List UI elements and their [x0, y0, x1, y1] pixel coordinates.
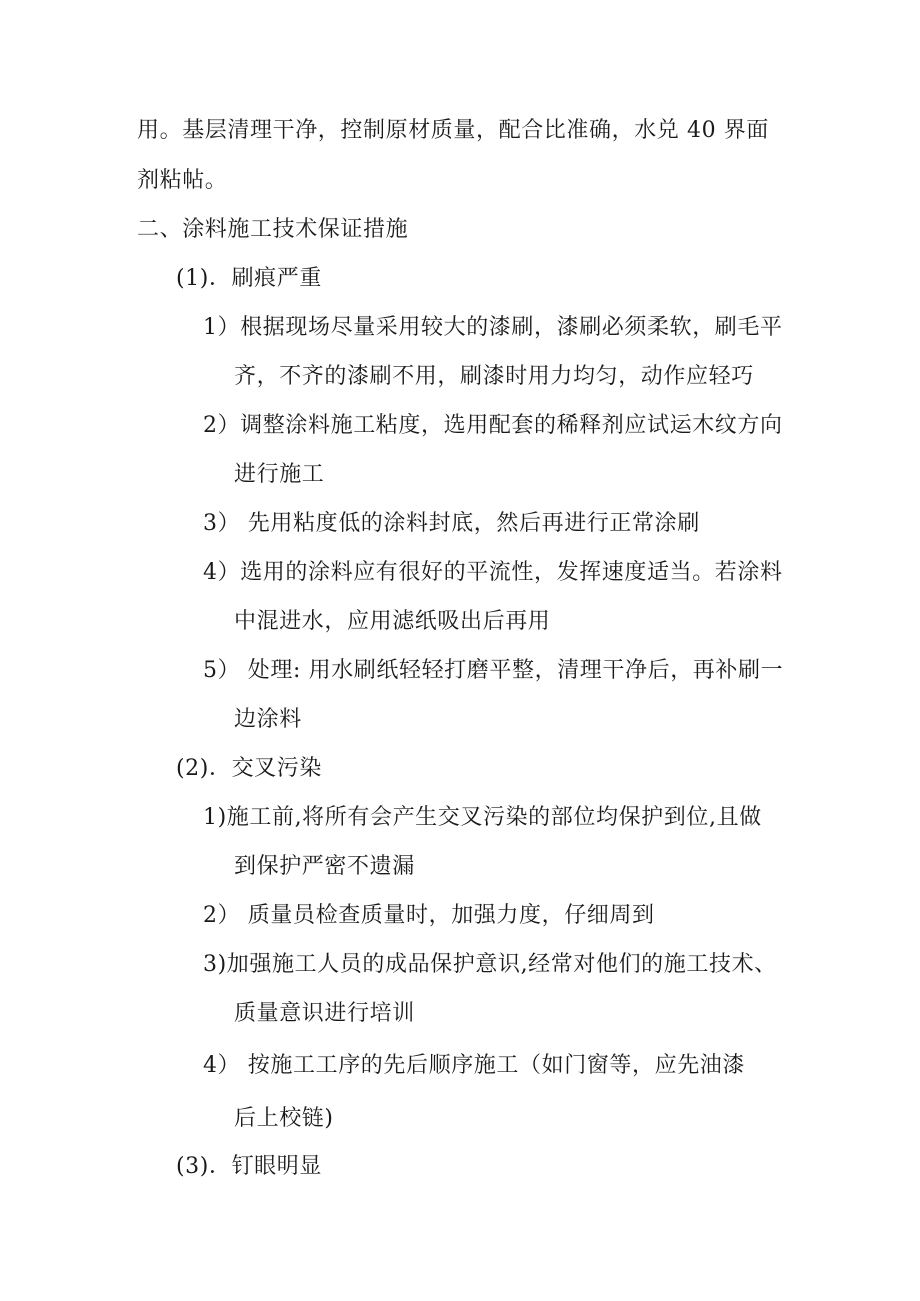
list-item-1-2-line-2: 进行施工 [234, 462, 325, 487]
subsection-heading-2: (2)．交叉污染 [176, 756, 322, 781]
list-item-1-2-line-1: 2）调整涂料施工粘度，选用配套的稀释剂应试运木纹方向 [203, 413, 783, 438]
list-item-1-1-line-2: 齐，不齐的漆刷不用，刷漆时用力均匀，动作应轻巧 [234, 364, 754, 389]
intro-line-1: 用。基层清理干净，控制原材质量，配合比准确，水兑 40 界面 [137, 118, 769, 143]
subsection-heading-1: (1)．刷痕严重 [176, 266, 322, 291]
list-item-2-4-line-1: 4） 按施工工序的先后顺序施工（如门窗等，应先油漆 [203, 1053, 745, 1078]
list-item-2-1-line-1: 1)施工前,将所有会产生交叉污染的部位均保护到位,且做 [203, 805, 762, 830]
section-title: 二、涂料施工技术保证措施 [137, 217, 409, 242]
list-item-1-4-line-1: 4）选用的涂料应有很好的平流性，发挥速度适当。若涂料 [203, 560, 783, 585]
list-item-1-5-line-1: 5） 处理: 用水刷纸轻轻打磨平整，清理干净后，再补刷一 [203, 658, 784, 683]
list-item-2-2-line-1: 2） 质量员检查质量时，加强力度，仔细周到 [203, 903, 655, 928]
list-item-2-3-line-1: 3)加强施工人员的成品保护意识,经常对他们的施工技术、 [203, 952, 777, 977]
list-item-1-1-line-1: 1）根据现场尽量采用较大的漆刷，漆刷必须柔软，刷毛平 [203, 315, 783, 340]
list-item-1-5-line-2: 边涂料 [234, 707, 302, 732]
subsection-heading-3: (3)．钉眼明显 [176, 1154, 322, 1179]
list-item-1-4-line-2: 中混进水，应用滤纸吸出后再用 [234, 609, 551, 634]
list-item-1-3-line-1: 3） 先用粘度低的涂料封底，然后再进行正常涂刷 [203, 511, 700, 536]
intro-line-2: 剂粘帖。 [137, 168, 228, 193]
list-item-2-4-line-2: 后上校链) [234, 1106, 334, 1131]
list-item-2-3-line-2: 质量意识进行培训 [234, 1001, 415, 1026]
list-item-2-1-line-2: 到保护严密不遗漏 [234, 854, 415, 879]
